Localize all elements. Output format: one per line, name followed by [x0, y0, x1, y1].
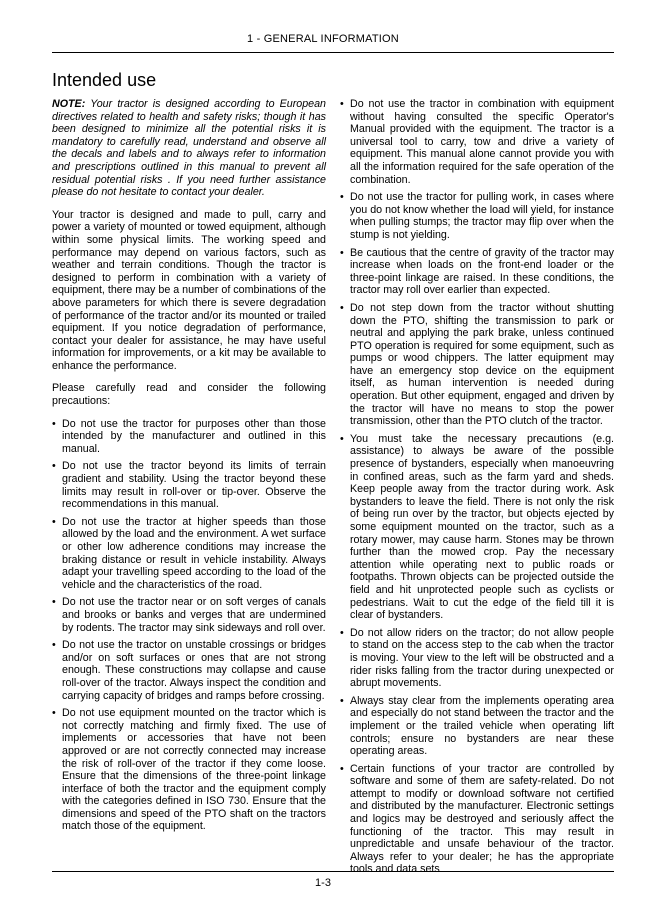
right-column	[340, 98, 614, 881]
page-title: Intended use	[52, 70, 157, 90]
left-column	[52, 98, 326, 838]
list-item: • Do not use the tractor at higher speeds than those allowed by the load and the environment. A wet surface or other low adherence conditions may increase the braking distance or result in vehicle instability. Always adapt your travelling speed according to the load of the vehicle and the characteristics of the road.	[52, 516, 326, 592]
running-header: 1 - GENERAL INFORMATION	[247, 33, 399, 45]
list-item: • You must take the necessary precautions (e.g. assistance) to always be aware of the possible presence of bystanders, especially when manoeuvring in confined areas, such as the farm yard and sheds. Keep people away from the tractor during work. Ask bystanders to leave the field. There is not only the risk of being run over by the tractor, but objects ejected by some equipment mounted on the tractor, such as a rotary mower, may cause harm. Stones may be thrown further than the mowed crop. Pay the necessary attention while operating next to public roads or footpaths. Thrown objects can be projected outside the field and hit unprotected people such as cyclists or pedestrians. Wait to cut the edge of the field till it is clear of bystanders.	[340, 433, 614, 622]
list-item: • Do not step down from the tractor without shutting down the PTO, shifting the transmission to park or neutral and applying the park brake, unless continued PTO operation is required for some equipment, such as pumps or wood chippers. The latter equipment may have an emergency stop device on the equipment itself, as human intervention is needed during operation. But other equipment, engaged and driven by the tractor will have no means to stop the power transmission, other than the PTO clutch of the tractor.	[340, 302, 614, 428]
footer-rule	[52, 871, 614, 872]
list-item: • Do not use the tractor on unstable crossings or bridges and/or on soft surfaces or ones that are not strong enough. These constructions may collapse and cause roll-over of the tractor. Always inspect the condition and carrying capacity of bridges and ramps before crossing.	[52, 639, 326, 702]
list-item: • Do not use equipment mounted on the tractor which is not correctly matching and firmly fixed. The use of implements or accessories that have not been approved or are not correctly connected may increase the risk of roll-over of the tractor if they come loose. Ensure that the dimensions of the three-point linkage interface of both the tractor and the equipment comply with the categories defined in ISO 730. Ensure that the dimensions and speed of the PTO shaft on the tractors match those of the equipment.	[52, 707, 326, 833]
list-item: • Do not use the tractor near or on soft verges of canals and brooks or banks and verges that are undermined by rodents. The tractor may sink sideways and roll over.	[52, 596, 326, 634]
list-item: • Certain functions of your tractor are controlled by software and some of them are safety-related. Do not attempt to modify or download software not certified and distributed by the manufacturer. Electronic settings and logics may be destroyed and seriously affect the functioning of the tractor. This may result in unpredictable and unsafe behaviour of the tractor. Always refer to your dealer; he has the appropriate tools and data sets	[340, 763, 614, 876]
list-item: • Do not use the tractor in combination with equipment without having consulted the specific Operator's Manual provided with the equipment. The tractor is a universal tool to carry, tow and drive a variety of equipment. This manual alone cannot provide you with all the information required for the safe operation of the combination.	[340, 98, 614, 186]
precautions-list-right	[340, 98, 614, 876]
list-item: • Do not use the tractor beyond its limits of terrain gradient and stability. Using the tractor beyond these limits may result in roll-over or tip-over. Observe the recommendations in this manual.	[52, 460, 326, 510]
list-item: • Always stay clear from the implements operating area and especially do not stand between the tractor and the implement or the trailed vehicle when operating lift controls; ensure no bystanders are near these operating areas.	[340, 695, 614, 758]
header-rule	[52, 52, 614, 53]
precautions-lead: Please carefully read and consider the following precautions:	[52, 382, 326, 408]
list-item: • Be cautious that the centre of gravity of the tractor may increase when loads on the front-end loader or the three-point linkage are raised. In these conditions, the tractor may roll over earlier than expected.	[340, 247, 614, 297]
intro-paragraph: Your tractor is designed and made to pull, carry and power a variety of mounted or towed equipment, although within some physical limits. The working speed and performance may depend on various factors, such as weather and terrain conditions. Though the tractor is designed to perform in combination with a variety of equipment, there may be a number of combinations of the above parameters for which there is severe degradation of performance of the tractor and/or its mounted or trailed equipment. If you notice degradation of performance, contact your dealer for assistance, he may have useful information for improvements, or a kit may be available to enhance the performance.	[52, 208, 326, 372]
note-paragraph	[52, 98, 326, 199]
note-label: NOTE:	[52, 98, 86, 110]
list-item: • Do not use the tractor for pulling work, in cases where you do not know whether the load will yield, for instance when pulling stumps; the tractor may flip over when the stump is not yielding.	[340, 191, 614, 241]
page-number: 1-3	[315, 877, 331, 889]
note-text: Your tractor is designed according to European directives related to health and safety risks; though it has been designed to minimize all the potential risks it is mandatory to carefully read, understand and observe all the decals and labels and to always refer to information and prescriptions outlined in this manual to prevent all residual potential risks . If you need further assistance please do not hesitate to contact your dealer.	[52, 98, 327, 199]
list-item: • Do not use the tractor for purposes other than those intended by the manufacturer and outlined in this manual.	[52, 418, 326, 456]
precautions-list-left	[52, 418, 326, 833]
list-item: • Do not allow riders on the tractor; do not allow people to stand on the access step to the cab when the tractor is moving. Your view to the left will be obstructed and a rider risks falling from the tractor during unexpected or abrupt movements.	[340, 627, 614, 690]
